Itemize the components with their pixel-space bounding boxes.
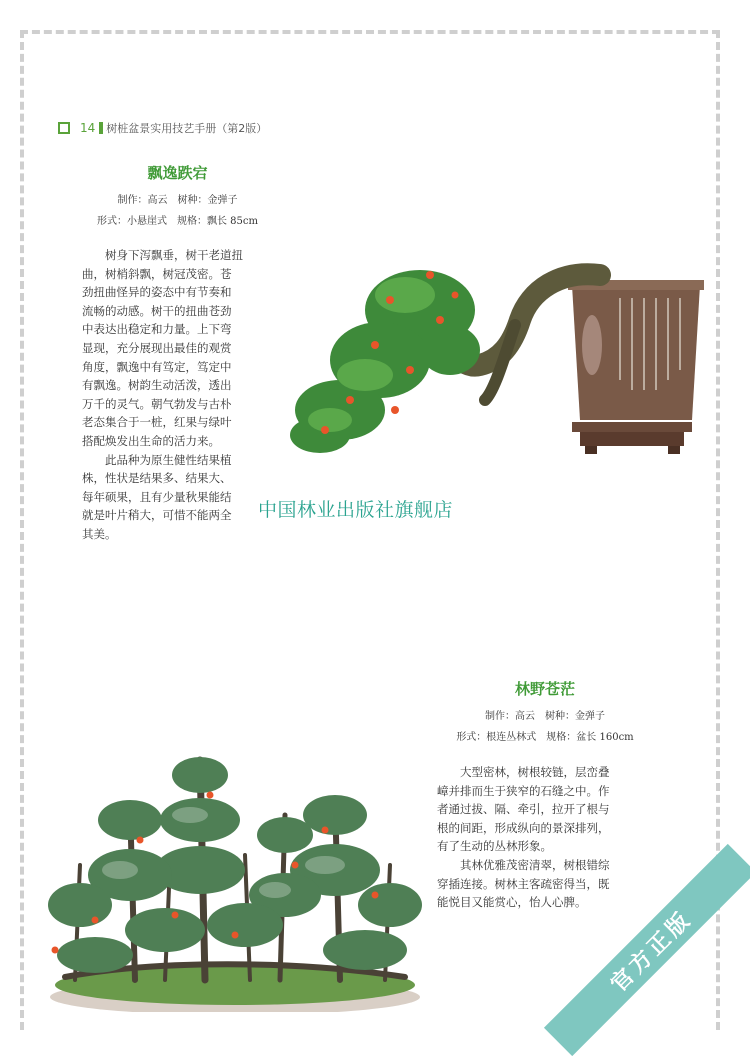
body-line: 此品种为原生健性结果植 <box>105 452 232 467</box>
body-line: 根的间距，形成纵向的景深排列， <box>437 820 610 835</box>
ribbon-label: 官方正版 <box>605 905 698 998</box>
section1-title: 飘逸跌宕 <box>147 164 208 182</box>
body-line: 者通过拔、隔、牵引，拉开了根与 <box>437 802 610 817</box>
body-line: 搭配焕发出生命的活力来。 <box>82 433 220 448</box>
body-line: 中表达出稳定和力量。上下弯 <box>82 322 232 337</box>
running-header <box>58 120 267 136</box>
header-bar-icon <box>99 122 103 134</box>
body-line: 株，性状是结果多、结果大、 <box>82 471 232 486</box>
section2-meta-line1: 制作：高云 树种：金弹子 <box>485 711 605 722</box>
body-line: 角度，飘逸中有笃定，笃定中 <box>82 359 232 374</box>
body-line: 曲，树梢斜飘，树冠茂密。苍 <box>82 266 232 281</box>
section1-meta-line2: 形式：小悬崖式 规格：飘长 85cm <box>97 216 258 227</box>
body-line: 树身下泻飘垂，树干老道扭 <box>105 248 243 262</box>
body-line: 就是叶片稍大，可惜不能两全 <box>82 508 232 523</box>
cascade-bonsai-image <box>280 250 710 465</box>
body-line: 其美。 <box>82 526 117 541</box>
body-line: 每年硕果，且有少量秋果能结 <box>82 489 232 504</box>
body-line: 劲扭曲怪异的姿态中有节奏和 <box>82 285 232 300</box>
body-line: 大型密林，树根较链，层峦叠 <box>460 765 610 779</box>
body-line: 有了生动的丛林形象。 <box>437 839 552 854</box>
header-square-icon <box>58 122 70 134</box>
body-line: 其林优雅茂密清翠，树根错综 <box>460 857 610 872</box>
body-line: 嶂并排而生于狭窄的石缝之中。作 <box>437 783 610 798</box>
page-number: 14 <box>80 121 96 135</box>
book-title: 树桩盆景实用技艺手册（第2版） <box>106 122 268 135</box>
body-line: 流畅的动感。树干的扭曲苍劲 <box>82 303 232 318</box>
section2-body <box>437 763 659 912</box>
section1-body <box>82 246 274 544</box>
body-line: 万千的灵气。朝气勃发与古朴 <box>82 396 232 411</box>
body-line: 穿插连接。树林主客疏密得当，既 <box>437 876 610 891</box>
body-line: 老态集合于一桩，红果与绿叶 <box>82 415 232 430</box>
section1-meta-line1: 制作：高云 树种：金弹子 <box>117 195 238 206</box>
body-line: 能悦目又能赏心，怡人心脾。 <box>437 895 587 910</box>
forest-bonsai-image <box>35 745 430 1012</box>
store-watermark: 中国林业出版社旗舰店 <box>258 499 454 521</box>
body-line: 有飘逸。树韵生动活泼，透出 <box>82 378 232 393</box>
body-line: 显现，充分展现出最佳的观赏 <box>82 340 232 355</box>
section2-title: 林野苍茫 <box>514 680 575 698</box>
section2-meta-line2: 形式：根连丛林式 规格：盆长 160cm <box>456 732 634 743</box>
